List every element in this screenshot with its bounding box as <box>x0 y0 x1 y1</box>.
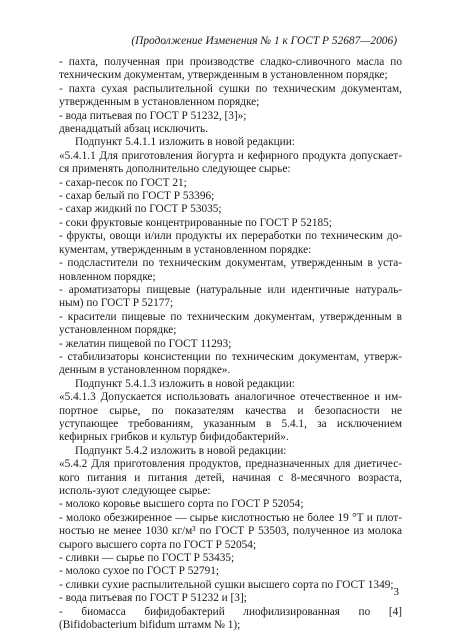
paragraph: «5.4.1.3 Допускается использовать аналогичное отечественное и им-портное сырье, по показателям качества и безопасности не уступающее требованиям, указанным в 5.4.1, за исключением кефирных грибков и культур бифидобактерий». <box>59 391 402 444</box>
paragraph: - стабилизаторы консистенции по техническим документам, утверж-денным в установленном порядке». <box>59 350 402 377</box>
paragraph: - пахта сухая распылительной сушки по техническим документам, утвержденным в установленном порядке; <box>59 82 402 109</box>
paragraph: - подсластители по техническим документам, утвержденным в уста-новленном порядке; <box>59 257 402 283</box>
page-number: 3 <box>393 586 399 598</box>
paragraph: - молоко обезжиренное — сырье кислотностью не более 19 °Т и плот-ностью не менее 1030 кг/м³ по ГОСТ Р 53503, полученное из молока сырого высшего сорта по ГОСТ Р 52054; <box>59 511 402 551</box>
paragraph: двенадцатый абзац исключить. <box>59 123 208 136</box>
paragraph: - пахта, полученная при производстве сладко-сливочного масла по техническим документам, утвержденным в установленном порядке; <box>59 56 402 82</box>
paragraph: - сахар-песок по ГОСТ 21; <box>59 176 187 189</box>
paragraph: - молоко коровье высшего сорта по ГОСТ Р 52054; <box>59 498 304 511</box>
paragraph: Подпункт 5.4.1.3 изложить в новой редакции: <box>75 377 295 390</box>
paragraph: - сахар жидкий по ГОСТ Р 53035; <box>59 203 222 216</box>
paragraph: - молоко сухое по ГОСТ Р 52791; <box>59 565 220 578</box>
paragraph: «5.4.1.1 Для приготовления йогурта и кефирного продукта допускает-ся применять дополнительно следующее сырье: <box>59 149 402 176</box>
paragraph: - желатин пищевой по ГОСТ 11293; <box>59 337 232 350</box>
paragraph: - красители пищевые по техническим документам, утвержденным в установленном порядке; <box>59 310 402 337</box>
paragraph: - сахар белый по ГОСТ Р 53396; <box>59 190 215 203</box>
paragraph: - вода питьевая по ГОСТ Р 51232, [3]»; <box>59 109 247 122</box>
paragraph: - сливки — сырье по ГОСТ Р 53435; <box>59 552 235 565</box>
paragraph: - сливки сухие распылительной сушки высшего сорта по ГОСТ 1349; <box>59 578 394 591</box>
paragraph: - вода питьевая по ГОСТ Р 51232 и [3]; <box>59 592 247 605</box>
paragraph: - биомасса бифидобактерий лиофилизированная по [4] (Bifidobacterium bifidum штамм № 1); <box>59 605 402 632</box>
paragraph: Подпункт 5.4.2 изложить в новой редакции: <box>75 444 287 457</box>
paragraph: - соки фруктовые концентрированные по ГОСТ Р 52185; <box>59 216 332 229</box>
paragraph: - ароматизаторы пищевые (натуральные или идентичные натураль-ным) по ГОСТ Р 52177; <box>59 283 402 310</box>
paragraph: Подпункт 5.4.1.1 изложить в новой редакции: <box>75 136 295 149</box>
paragraph: «5.4.2 Для приготовления продуктов, предназначенных для диетичес-кого питания и питания детей, начиная с 8-месячного возраста, исполь-зуют следующее сырье: <box>59 458 402 497</box>
page-header: (Продолжение Изменения № 1 к ГОСТ Р 52687—2006) <box>131 35 397 47</box>
paragraph: - фрукты, овощи и/или продукты их переработки по техническим до-кументам, утвержденным в установленном порядке: <box>59 230 402 256</box>
body-text <box>59 56 402 632</box>
